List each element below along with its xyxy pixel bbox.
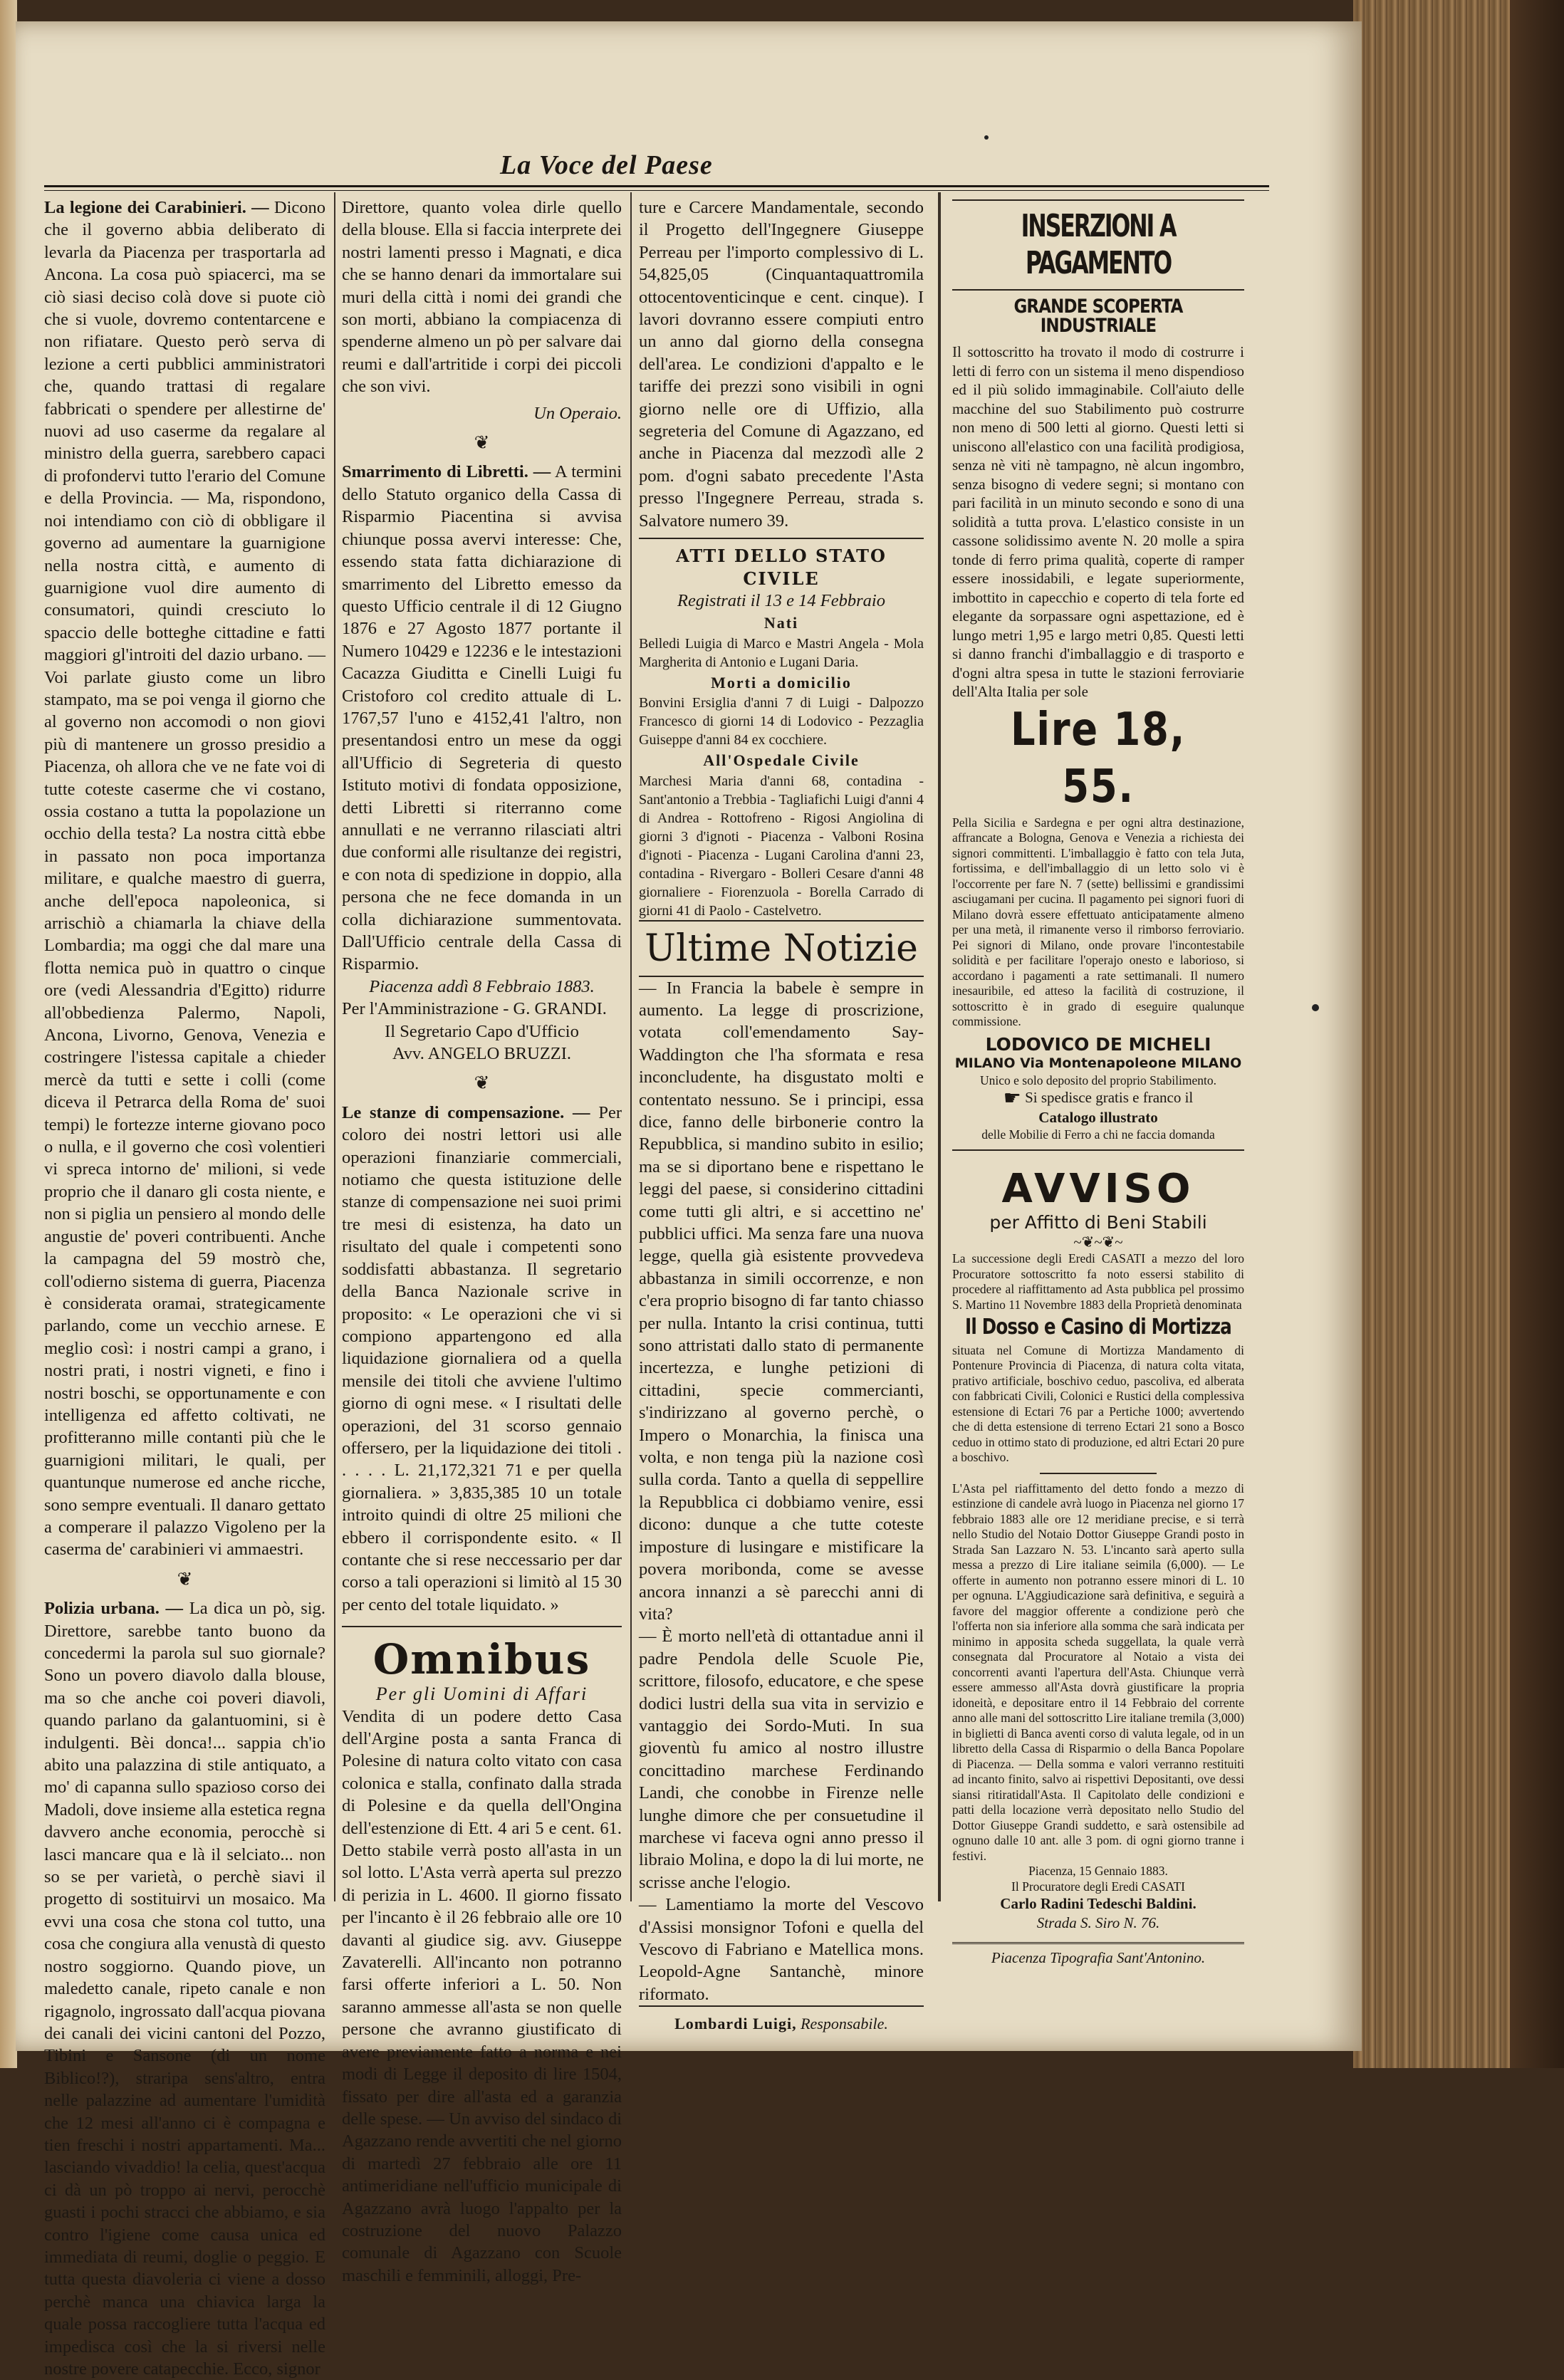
signature-line: Avv. ANGELO BRUZZI. bbox=[392, 1044, 572, 1064]
newspaper-page bbox=[16, 21, 1362, 2379]
ad-catalog-title: Catalogo illustrato bbox=[1038, 1109, 1158, 1127]
ad-catalog-subtitle: delle Mobilie di Ferro a chi ne faccia domanda bbox=[981, 1127, 1215, 1142]
pin-hole bbox=[984, 135, 989, 140]
ad-body-avviso: La successione degli Eredi CASATI a mezzo del loro Procuratore sottoscritto fa noto essersi stabilito di procedere al riaffittamento ad Asta pubblica pel prossimo S. Martino 11 Novembre 1883 della Proprietà denominata bbox=[952, 1251, 1244, 1312]
column-divider bbox=[334, 192, 335, 1901]
signature-line: Per l'Amministrazione - G. GRANDI. bbox=[342, 999, 607, 1019]
ad-heading-scoperta: GRANDE SCOPERTA INDUSTRIALE bbox=[1013, 296, 1183, 337]
section-rule bbox=[639, 538, 924, 539]
ad-company-deposit: Unico e solo deposito del proprio Stabilimento. bbox=[980, 1072, 1216, 1087]
section-subtitle-omnibus: Per gli Uomini di Affari bbox=[375, 1684, 588, 1705]
list-morti: Bonvini Ersiglia d'anni 7 di Luigi - Dalpozzo Francesco di giorni 14 di Lodovico - Pezzaglia Guiseppe d'anni 84 ex cocchiere. bbox=[639, 695, 924, 748]
column-3 bbox=[639, 197, 924, 2033]
editor-role: Responsabile. bbox=[801, 2015, 888, 2033]
printer-imprint: Piacenza Tipografia Sant'Antonino. bbox=[952, 1942, 1244, 1968]
signature: Un Operaio. bbox=[533, 403, 622, 423]
article-heading-carabinieri: La legione dei Carabinieri. — bbox=[44, 198, 269, 217]
ornament-icon: ❦ bbox=[474, 432, 490, 454]
ad-rule bbox=[1040, 1473, 1157, 1474]
ad-catalog-text: Si spedisce gratis e franco il bbox=[1025, 1089, 1194, 1106]
article-body-smarrimento: A termini dello Statuto organico della Cassa di Risparmio Piacentina si avvisa chiunque possa avervi interesse: Che, essendo stata fatta dichiarazione di smarrimento del Libretto emesso da questo Ufficio centrale il di 12 Giugno 1876 e 27 Agosto 1877 portante il Numero 10429 e 12236 e le intestazioni Cacazza Giuditta e Cinelli Luigi fu Cristoforo col credito attuale di L. 1767,57 l'uno e 4152,41 l'altro, non presentandosi entro un mese da oggi all'Ufficio di Segreteria di questo Istituto motivi di fondata opposizione, detti Libretti si riterranno come annullati e ne verranno rilasciati altri due conformi alle risultanze dei registri, e con nota di spedizione in doppio, alla persona che ne fece domanda in un colla dichiarazione summentovata. Dall'Ufficio centrale della Cassa di Risparmio. bbox=[342, 462, 622, 974]
ad-price: Lire 18, 55. bbox=[1011, 703, 1186, 813]
subheading-nati: Nati bbox=[763, 614, 799, 632]
responsible-editor-line bbox=[639, 2005, 924, 2035]
news-item: — È morto nell'età di ottantadue anni il padre Pendola delle Scuole Pie, scrittore, filosofo, educatore, e che spese dodici lustri della sua vita in servizio e vantaggio dei Sordo-Muti. In sua gioventù fu amico al nostro illustre concittadino marchese Ferdinando Landi, che conobbe in Firenze nelle lunghe dimore che per consuetudine il marchese vi faceva ogni anno presso il libraio Molina, e dopo la di lui morte, ne scrisse anche l'elogio. bbox=[639, 1627, 924, 1892]
subheading-ospedale: All'Ospedale Civile bbox=[703, 751, 860, 770]
article-body-stanze: Per coloro dei nostri lettori usi alle operazioni finanziarie commerciali, notiamo che questa istituzione delle stanze di compensazione nei suoi primi tre mesi di esistenza, ha dato un risultato del quale i competenti sono soddisfatti abbastanza. Il segretario della Banca Nazionale scrive in proposito: « Le operazioni che vi si compiono appartengono ed alla liquidazione giornaliera od a quella mensile dei titoli che avviene l'ultimo giorno di ogni mese. « I risultati delle operazioni, del 31 scorso gennaio offersero, per la liquidazione dei titoli . . . . . L. 21,172,321 71 e per quella giornaliera. » 3,835,385 10 un totale introito quindi di oltre 25 milioni che ebbero il corrispondente esito. « Il contante che si rese neccessario per dar corso a tali operazioni si limitò al 15 30 per cento del totale liquidato. » bbox=[342, 1102, 622, 1614]
article-body-polizia: La dica un pò, sig. Direttore, sarebbe tanto buono da concedermi la parola sul suo giornale? Sono un povero diavolo dalla blouse, ma so che anche coi poveri diavoli, quando parlano da galantuomini, si è indulgenti. Bèi donca!... sappia ch'io abito una palazzina di stile antiquato, a mo' di capanna sullo spazioso corso dei Madoli, dove insieme alla estetica regna davvero anche economia, perocchè si lasci mancare qua e là il selciato... non so se per varietà, o perchè siavi il progetto di sostituirvi un mosaico. Ma evvi una cosa che stona col tutto, una cosa che congiura alla venustà di questo nostro soggiorno. Quando piove, un maledetto canale, ripeto canale e non rigagnolo, ingrossato dall'acqua piovana dei canali dei vicini cantoni del Pozzo, Tibini e Sansone (di un nome Biblico!?), straripa sens'altro, entra nelle palazzine ad aumentare l'umidità che 12 mesi all'anno ci è compagna e tien freschi i nostri appartamenti. Ma... lasciando vivaddio! la celia, quest'acqua ci dà un pò troppo ai nervi, perocchè guasti i pochi stracci che abbiamo, e sia contro l'igiene come causa unica ed immediata di reumi, doglie o peggio. E tutta questa diavoleria ci viene a dosso perchè manca una chiavica larga la quale possa raccogliere tutta l'acqua ed impedisca così che la si riversi nelle nostre povere catapecchie. Ecco, signor bbox=[44, 1599, 325, 2379]
ad-property-name: Il Dosso e Casino di Mortizza bbox=[965, 1315, 1231, 1340]
article-heading-stanze: Le stanze di compensazione. — bbox=[342, 1102, 590, 1122]
ad-signature: Carlo Radini Tedeschi Baldini. bbox=[1000, 1895, 1197, 1913]
ornament-icon: ❦ bbox=[177, 1568, 193, 1590]
ad-company-name: LODOVICO DE MICHELI bbox=[985, 1033, 1211, 1055]
signature-line: Il Segretario Capo d'Ufficio bbox=[385, 1021, 579, 1041]
masthead-rule bbox=[44, 185, 1269, 191]
ad-body-letti: Il sottoscritto ha trovato il modo di costrurre i letti di ferro con un sistema il meno dispendioso ed il più solido immaginabile. Coll'aiuto delle macchine del suo Stabilimento può costrurre non meno di 500 letti al giorno. Questi letti si uniscono all'elastico con una facilità prodigiosa, senza nè viti nè tampagno, nè alcun ingombro, senza bisogno di vedere segni; si montano con pari facilità in un minuto secondo e sono di una solidità a tutta prova. L'elastico consiste in un cassone solidissimo avente N. 20 molle a spira tonde di ferro prima qualità, coperte di ramper essere inossidabili, e legate superiormente, imbottito in capecchio e coperto di tela forte ed elegante da sorpassare ogni aspettazione, ed è lungo metri 1,95 e largo metri 0,85. Questi letti si danno franchi d'imballaggio e di trasporto e d'ogni altra spesa in tutte le stazioni ferroviarie dell'Alta Italia per sole bbox=[952, 343, 1244, 700]
flourish-icon: ~❦~❦~ bbox=[1073, 1233, 1123, 1251]
masthead-title: La Voce del Paese bbox=[500, 150, 713, 180]
masthead bbox=[44, 142, 1241, 185]
article-body-continued: ture e Carcere Mandamentale, secondo il Progetto dell'Ingegnere Giuseppe Perreau per l'importo complessivo di L. 54,825,05 (Cinquantaquattromila ottocentoventicinque e cent. cinque). I lavori dovranno essere compiuti entro un anno dal giorno della consegna dell'area. Le condizioni d'appalto e le tariffe dei prezzi sono visibili in ogni giorno nelle ore di Uffizio, alla segreteria del Comune di Agazzano, ed anche in Piacenza dal mezzodì alle 2 pom. d'ogni sabato precedente l'Asta presso l'Ingegnere Perreau, strada s. Salvatore numero 39. bbox=[639, 198, 924, 531]
ad-company-address: MILANO Via Montenapoleone MILANO bbox=[954, 1055, 1242, 1071]
article-body-continued: Direttore, quanto volea dirle quello della blouse. Ella si faccia interprete dei nostri lamenti presso i Magnati, e dica che se hanno denari da immortalare sui muri della città i nomi dei grandi che son morti, abbiano la compiacenza di spenderne almeno un pò per salvare dai reumi e dall'artritide i corpi dei piccoli che son vivi. bbox=[342, 198, 622, 397]
column-divider bbox=[630, 192, 632, 1901]
ad-catalog-line bbox=[952, 1088, 1244, 1108]
news-item: — In Francia la babele è sempre in aumento. La legge di proscrizione, votata coll'emendamento Say-Waddington che l'ha sformata e resa inconcludente, ha disgustato molti e contentato nessuno. Se i principi, essa dice, fanno delle birbonerie contro la Repubblica, si mandino subito in esilio; ma se si diportano bene e rispettano le leggi del paese, si considerino cittadini come tutti gli altri, e si accettino ne' pubblici uffici. Ma senza fare una nuova legge, quella già esistente provvedeva abbastanza in simili occorrenze, e non c'era proprio bisogno di far tanto chiasso per nulla. Intanto la crisi continua, tutti sono attristati dallo stato di permanente incertezza, e lunghe petizioni di cittadini, specie commercianti, s'indirizzano al governo perchè, o Impero o Monarchia, la finisca una volta, e non tenga più la nazione così sulla corda. Tanto a quella di seppellire la Repubblica ci dobbiamo venire, essi dicono: dunque a che tutte coteste imposture di lusingare e mistificare la povera moribonda, come se avesse ancora innanzi a sè parecchi anni di vita? bbox=[639, 978, 924, 1624]
article-heading-smarrimento: Smarrimento di Libretti. — bbox=[342, 462, 551, 482]
pin-hole bbox=[1312, 1004, 1319, 1011]
column-divider bbox=[938, 192, 941, 1901]
ad-rule bbox=[952, 289, 1244, 291]
ad-rule bbox=[952, 199, 1244, 201]
ads-section-title: INSERZIONI A PAGAMENTO bbox=[1021, 208, 1176, 281]
article-body-carabinieri: Dicono che il governo abbia deliberato di levarla da Piacenza per trasportarla ad Ancona. La cosa può spiacerci, ma se ciò siasi deciso colà dove si puote ciò che si vuole, dovremo contentarcene e non rifiatare. Questo però serva di lezione a certi pubblici amministratori che, quando trattasi di regalare fabbricati o spendere per allestirne de' nuovi ad uso caserme da regalare al ministro della guerra, sarebbero capaci di profondervi tutto l'erario del Comune e della Provincia. — Ma, rispondono, noi intendiamo con ciò di obbligare il governo ad aumentare la guarnigione nella nostra città, e aumento di guarnigione vuol dire aumento di consumatori, quindi cresciuto lo spaccio delle botteghe cittadine e fatti maggiori gl'introiti del dazio urbano. — Voi parlate giusto come un libro stampato, ma se poi venga il giorno che al governo non accomodi o non giovi più di mantenere un grosso presidio a Piacenza, oh allora che ve ne fate voi di tutte coteste caserme che vi costano, ossia costano a tutta la popolazione un occhio della testa? La nostra città ebbe in passato non poca importanza militare, e qualche maestro di guerra, anche dell'epoca napoleonica, si arrischiò a chiamarla la chiave della Lombardia; ma oggi che dal mare una flotta nemica può in quattro o cinque ore (vedi Alessandria d'Egitto) ridurre all'obbedienza Palermo, Napoli, Ancona, Livorno, Genova, Venezia e costringere l'istessa capitale a chieder mercè da tutti e sette i colli (come diceva il Petrarca della Roma de' suoi tempi) le fortezze interne giovano poco o nulla, e il governo che così volentieri vi spreca intorno de' milioni, si vede proprio che il danaro gli costa niente, e non si piglia un pensiero al mondo delle angustie de' poveri contribuenti. Anche la campagna del 59 mostrò che, coll'odierno sistema di guerra, Piacenza è considerata oramai, strategicamente parlando, come un vecchio arnese. E meglio così: i nostri campi a grano, i nostri prati, i nostri vigneti, e fino i nostri boschi, se opportunamente e con intelligenza ed affetto coltivati, ne profitteranno mille contanti più che le guarnigioni militari, le quali, per quantunque numerose ed anche ricche, sono sempre eventuali. Il danaro gettato a comperare il palazzo Vigoleno per la caserma de' carabinieri vi ammaestri. bbox=[44, 198, 326, 1560]
article-body-omnibus: Vendita di un podere detto Casa dell'Argine posta a santa Franca di Polesine di natura colto vitato con casa colonica e stalla, confinato dalla strada di Polesine e da quella dell'Ongina dell'estenzione di Ett. 4 ari 5 e cent. 61. Detto stabile verrà posto all'asta in un sol lotto. L'Asta verrà aperta sul prezzo di perizia in L. 4600. Il giorno fissato per l'incanto è il 26 febbraio alle ore 10 davanti al giudice sig. avv. Giuseppe Zavaterelli. All'incanto non potranno farsi offerte inferiori a L. 50. Non saranno ammesse all'asta se non quelle persone che avranno giustificato di avere previamente fatto a norma e nei modi di Legge il deposito di lire 1504, fissato per dire all'asta ed a garanzia delle spese. — Un avviso del sindaco di Agazzano rende avvertiti che nel giorno di martedì 27 febbraio alle ore 11 antimeridiane nell'ufficio municipale di Agazzano avrà luogo l'appalto per la costruzione del nuovo Palazzo comunale di Agazzano con Scuole maschili e femminili, alloggi, Pre- bbox=[342, 1706, 622, 2285]
book-cover-edge bbox=[1510, 0, 1564, 2068]
ad-fine-print: Pella Sicilia e Sardegna e per ogni altra destinazione, affrancate a Bologna, Genova e Venezia a richiesta dei signori committenti. L'imballaggio è fatto con tela Juta, fortissima, e dell'imballaggio di un letto solo vi è l'occorrente per fare N. 7 (sette) bellissimi e grandissimi asciugamani per cucina. Il pagamento pei signori fuori di Milano dovrà essere effettuato anticipatamente almeno per una metà, il rimanente verso il rimborso ferroviario. Pei signori di Milano, onde provare l'incontestabile solidità e per facilitare l'operajo onesto e laborioso, si accordano i pagamenti a rate settimanali. Il numero inesauribile, ed atteso la facilità di costruzione, il sottoscritto è in grado di eseguire qualunque commissione. bbox=[952, 815, 1244, 1028]
article-heading-polizia: Polizia urbana. — bbox=[44, 1599, 184, 1619]
ad-heading-avviso: AVVISO bbox=[1001, 1166, 1195, 1213]
advertisements-column bbox=[952, 192, 1244, 1967]
ad-address: Strada S. Siro N. 76. bbox=[1036, 1914, 1160, 1931]
ad-body-avviso: L'Asta pel riaffittamento del detto fondo a mezzo di estinzione di candele avrà luogo in Piacenza nel giorno 17 febbraio 1883 alle ore 12 meridiane precise, e si terrà nello Studio del Notaio Dottor Giuseppe Grandi posto in Strada San Lazzaro N. 53. L'incanto sarà aperto sulla messa a prezzo di Lire italiane seimila (6,000). — Le offerte in aumento non potranno essere minori di L. 10 per ognuna. L'Aggiudicazione sarà definitiva, e seguirà a favore del maggior offerente a condizione però che l'offerta non sia inferiore alla somma che sarà indicata per minimo in apposita scheda suggellata, la quale verrà consegnata dal Procuratore al Notaio a vista dei concorrenti avanti l'apertura dell'Asta. Chiunque verrà essere ammesso all'Asta dovrà giustificare la propria idoneità, e depositare entro il 14 Febbraio del corrente anno alle mani del sottoscritto Lire italiane tremila (3,000) in biglietti di Banca aventi corso di valuta legale, od in un libretto della Cassa di Risparmio o della Banca Popolare di Piacenza. — Della somma e valori verranno restituiti ad incanto finito, salvo ai rispettivi Depositanti, ove dessi siansi ritiratidall'Asta. Il Capitolato delle condizioni e patti della locazione verrà depositato nello Studio del Dottor Giuseppe Grandi suddetto, e sarà ostensibile ad ognuno dalle 10 ant. alle 3 pom. di ogni giorno tranne i festivi. bbox=[952, 1481, 1244, 1863]
dateline: Piacenza addì 8 Febbraio 1883. bbox=[369, 976, 595, 996]
pointing-hand-icon: ☛ bbox=[1003, 1087, 1021, 1110]
section-subtitle-stato-civile: Registrati il 13 e 14 Febbraio bbox=[677, 590, 885, 610]
ad-proc: Il Procuratore degli Eredi CASATI bbox=[1011, 1879, 1185, 1894]
list-nati: Belledi Luigia di Marco e Mastri Angela - Mola Margherita di Antonio e Lugani Daria. bbox=[639, 635, 924, 670]
news-item: — Lamentiamo la morte del Vescovo d'Assisi monsignor Tofoni e quella del Vescovo di Fabriano e Matellica mons. Leopold-Agne Santanchè, minore riformato. bbox=[639, 1895, 924, 2004]
column-2 bbox=[342, 197, 622, 2285]
ad-date: Piacenza, 15 Gennaio 1883. bbox=[1028, 1864, 1168, 1879]
previous-page-edge bbox=[0, 0, 17, 2068]
section-title-ultime-notizie: Ultime Notizie bbox=[639, 920, 924, 977]
ad-body-avviso: situata nel Comune di Mortizza Mandamento di Pontenure Provincia di Piacenza, di natura colta vitata, prativo artificiale, boschivo ceduo, pascoliva, ed alberata con fabbricati Civili, Colonici e Rustici della complessiva estensione di Ectari 76 par a Pertiche 1000; avvertendo che di detta estensione di terreno Ectari 21 sono a Bosco ceduo in ottimo stato di produzione, ed altri Ectari 20 pure a boschivo. bbox=[952, 1342, 1244, 1465]
list-ospedale: Marchesi Maria d'anni 68, contadina - Sant'antonio a Trebbia - Tagliafichi Luigi d'anni 4 di Andrea - Rottofreno - Rigosi Angiolina di giorni 3 d'ignoti - Piacenza - Valboni Rosina d'ignoti - Piacenza - Lugani Carolina d'anni 23, contadina - Rivergaro - Bolleri Cesare d'anni 48 giornaliere - Fiorenzuola - Borella Carrado di giorni 41 di Paolo - Castelvetro. bbox=[639, 773, 924, 919]
ad-rule bbox=[952, 1149, 1244, 1151]
editor-name: Lombardi Luigi, bbox=[674, 2015, 797, 2033]
ad-subheading-affitto: per Affitto di Beni Stabili bbox=[989, 1212, 1207, 1233]
section-title-stato-civile: ATTI DELLO STATO CIVILE bbox=[676, 546, 887, 589]
section-title-omnibus: Omnibus bbox=[342, 1626, 622, 1683]
ornament-icon: ❦ bbox=[474, 1072, 490, 1094]
subheading-morti: Morti a domicilio bbox=[711, 673, 852, 691]
column-1 bbox=[44, 197, 326, 2379]
